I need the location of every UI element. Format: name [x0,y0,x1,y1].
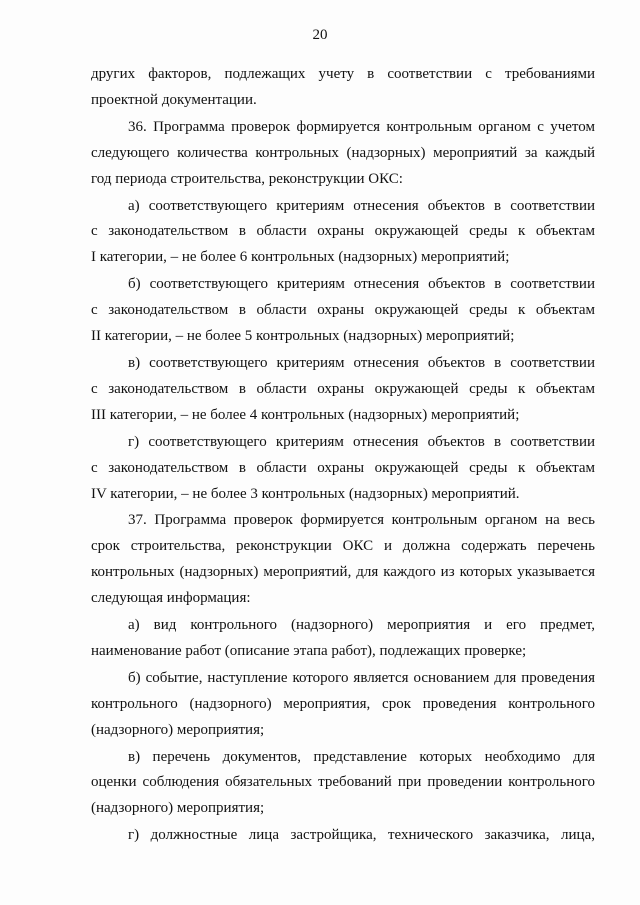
paragraph-line: других факторов, подлежащих учету в соответствии с требованиями [91,66,595,82]
paragraph-line: в) перечень документов, представление которых необходимо для [128,748,595,765]
paragraph-line: контрольного (надзорного) мероприятия, срок проведения контрольного [91,695,595,712]
paragraph-line: следующая информация: [91,590,251,607]
paragraph-line: II категории, – не более 5 контрольных (надзорных) мероприятий; [91,328,515,345]
paragraph-line: с законодательством в области охраны окружающей среды к объектам [91,223,595,240]
paragraph-line: а) вид контрольного (надзорного) мероприятия и его предмет, [128,617,595,634]
paragraph-line: б) соответствующего критериям отнесения объектов в соответствии [128,276,595,293]
paragraph-line: в) соответствующего критериям отнесения объектов в соответствии [128,354,595,371]
paragraph-line: 36. Программа проверок формируется контрольным органом с учетом [128,118,595,135]
paragraph-line: г) должностные лица застройщика, технического заказчика, лица, [128,827,595,844]
paragraph-line: год периода строительства, реконструкции ОКС: [91,170,403,187]
paragraph-line: III категории, – не более 4 контрольных (надзорных) мероприятий; [91,406,520,423]
paragraph-line: а) соответствующего критериям отнесения объектов в соответствии [128,197,595,214]
paragraph-line: IV категории, – не более 3 контрольных (надзорных) мероприятий. [91,485,520,502]
paragraph-line: контрольных (надзорных) мероприятий, для каждого из которых указывается [91,564,595,581]
paragraph-line: (надзорного) мероприятия; [91,800,265,817]
paragraph-line: г) соответствующего критериям отнесения объектов в соответствии [128,433,595,450]
paragraph-line: с законодательством в области охраны окружающей среды к объектам [91,459,595,476]
paragraph-line: б) событие, наступление которого является основанием для проведения [128,669,595,686]
page-number: 20 [312,27,328,43]
document-body [91,62,595,849]
paragraph-line: 37. Программа проверок формируется контрольным органом на весь [128,512,595,529]
paragraph-line: оценки соблюдения обязательных требований при проведении контрольного [91,774,595,791]
paragraph-line: наименование работ (описание этапа работ), подлежащих проверке; [91,642,527,659]
paragraph-line: I категории, – не более 6 контрольных (надзорных) мероприятий; [91,249,510,266]
paragraph-line: срок строительства, реконструкции ОКС и должна содержать перечень [91,538,595,555]
paragraph-line: с законодательством в области охраны окружающей среды к объектам [91,380,595,397]
paragraph-line: с законодательством в области охраны окружающей среды к объектам [91,302,595,319]
paragraph-line: (надзорного) мероприятия; [91,721,265,738]
paragraph-line: проектной документации. [91,91,257,108]
paragraph-line: следующего количества контрольных (надзорных) мероприятий за каждый [91,144,595,161]
